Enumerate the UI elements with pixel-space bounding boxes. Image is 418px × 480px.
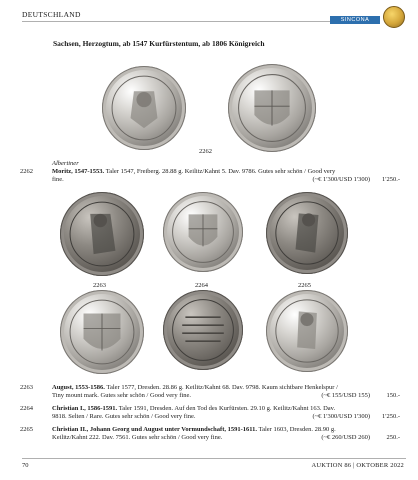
image-label-2262: 2262 [199,148,212,155]
lot-price: 1'250.- [382,176,400,183]
brand-label: SINCONA [330,16,380,24]
lot-title: Christian I., 1586-1591. [52,405,118,412]
auction-label: AUKTION 86 | OKTOBER 2022 [311,462,404,469]
section-title: Sachsen, Herzogtum, ab 1547 Kurfürstentum, ab 1806 Königreich [53,39,265,48]
region-heading: DEUTSCHLAND [22,10,81,19]
lot-title: August, 1553-1586. [52,384,105,391]
lot-detail-line2: Tiny mount mark. Gutes sehr schön / Good very fine. [52,392,191,399]
lot-number: 2262 [20,168,33,175]
lot-estimate: (~€ 1'300/USD 1'300) [312,413,370,420]
lot-detail-line2: 9818. Selten / Rare. Gutes sehr schön / Good very fine. [52,413,196,420]
lot-title: Moritz, 1547-1553. [52,168,105,175]
coin-2263-reverse [60,290,144,374]
coin-2264-reverse [163,290,243,370]
lot-number: 2264 [20,405,33,412]
lot-detail-line1: Taler 1591, Dresden. Auf den Tod des Kurfürsten. 29.10 g. Keilitz/Kahnt 163. Dav. [118,405,336,412]
image-label-2263: 2263 [93,282,106,289]
lot-estimate: (~€ 155/USD 155) [321,392,370,399]
lot-price: 150.- [386,392,400,399]
footer-divider [22,458,406,459]
lot-number: 2263 [20,384,33,391]
lot-detail-line1: Taler 1577, Dresden. 28.86 g. Keilitz/Kahnt 68. Dav. 9798. Kaum sichtbare Henkelspur / [106,384,338,391]
lot-number: 2265 [20,426,33,433]
lot-price: 1'250.- [382,413,400,420]
coin-2265-reverse [266,290,348,372]
coin-2262-reverse [228,64,316,152]
lot-estimate: (~€ 1'300/USD 1'300) [312,176,370,183]
image-label-2264: 2264 [195,282,208,289]
lot-price: 250.- [386,434,400,441]
image-label-2265: 2265 [298,282,311,289]
gold-coin-logo-icon [383,6,405,28]
coin-2264-obverse [163,192,243,272]
lot-title: Christian II., Johann Georg und August unter Vormundschaft, 1591-1611. [52,426,258,433]
coin-2262-obverse [102,66,186,150]
subsection-title: Albertiner [52,160,79,167]
lot-detail-line2: Keilitz/Kahnt 222. Dav. 7561. Gutes sehr schön / Good very fine. [52,434,223,441]
coin-2263-obverse [60,192,144,276]
lot-detail-line2: fine. [52,176,64,183]
page-header [22,6,374,22]
lot-detail-line1: Taler 1547, Freiberg. 28.88 g. Keilitz/Kahnt 5. Dav. 9786. Gutes sehr schön / Good very [105,168,336,175]
coin-2265-obverse [266,192,348,274]
lot-detail-line1: Taler 1603, Dresden. 28.90 g. [258,426,336,433]
page-number: 70 [22,462,29,469]
lot-estimate: (~€ 260/USD 260) [321,434,370,441]
